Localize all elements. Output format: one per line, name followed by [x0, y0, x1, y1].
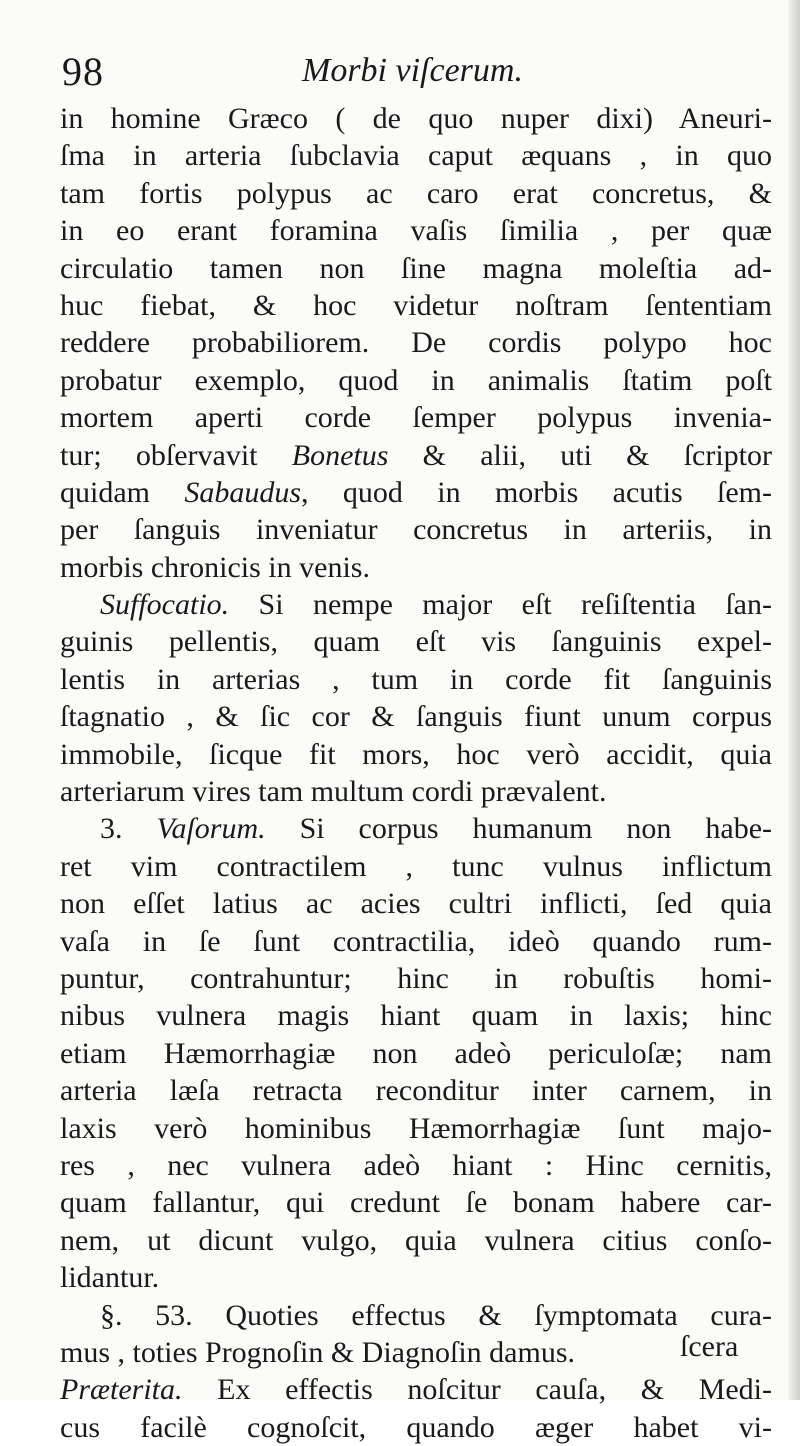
text-line — [60, 137, 772, 174]
text-run: in eo erant foramina vaſis ſimilia , per quæ — [60, 214, 772, 248]
italic-term: Sabaudus — [184, 475, 302, 509]
text-run: tam fortis polypus ac caro erat concretus, & — [60, 176, 772, 210]
text-line — [60, 549, 772, 586]
text-run: reddere probabiliorem. De cordis polypo hoc — [60, 326, 772, 360]
text-run: mortem aperti corde ſemper polypus invenia- — [60, 401, 772, 435]
text-line — [60, 773, 772, 810]
text-run: 3. — [100, 812, 157, 846]
text-line — [60, 923, 772, 960]
text-line — [60, 1371, 772, 1408]
italic-term: Præterita. — [60, 1373, 183, 1407]
text-line — [60, 287, 772, 324]
text-run: ſma in arteria ſubclavia caput æquans , in quo — [60, 139, 772, 173]
text-run: arteriarum vires tam multum cordi prævalent. — [60, 775, 607, 809]
text-run: puntur, contrahuntur; hinc in robuſtis homi- — [60, 961, 772, 995]
text-line — [60, 997, 772, 1034]
text-line — [60, 736, 772, 773]
text-line — [60, 324, 772, 361]
text-run: etiam Hæmorrhagiæ non adeò periculoſæ; nam — [60, 1036, 772, 1070]
text-run: res , nec vulnera adeò hiant : Hinc cernitis, — [60, 1148, 772, 1182]
text-line — [60, 1184, 772, 1221]
text-line — [60, 698, 772, 735]
text-run: nibus vulnera magis hiant quam in laxis; hinc — [60, 999, 772, 1033]
text-run: & alii, uti & ſcriptor — [388, 438, 772, 472]
text-run: huc fiebat, & hoc videtur noſtram ſententiam — [60, 288, 772, 322]
text-line — [60, 586, 772, 623]
text-run: guinis pellentis, quam eſt vis ſanguinis expel- — [60, 625, 772, 659]
text-run: per ſanguis inveniatur concretus in arteriis, in — [60, 513, 772, 547]
text-line — [60, 848, 772, 885]
page-edge-shadow — [788, 0, 800, 1400]
text-line — [60, 474, 772, 511]
text-line — [60, 100, 772, 137]
text-run: mus , toties Prognoſin & Diagnoſin damus. — [60, 1335, 575, 1369]
text-line — [60, 212, 772, 249]
text-run: Si nempe major eſt reſiſtentia ſan- — [229, 588, 772, 622]
text-run: quam fallantur, qui credunt ſe bonam habere car- — [60, 1186, 772, 1220]
text-line — [60, 810, 772, 847]
text-line — [60, 1409, 772, 1446]
text-line — [60, 1147, 772, 1184]
text-run: arteria læſa retracta reconditur inter carnem, in — [60, 1074, 772, 1108]
text-run: vaſa in ſe ſunt contractilia, ideò quando rum- — [60, 924, 772, 958]
text-line — [60, 1259, 772, 1296]
text-line — [60, 362, 772, 399]
text-run: cus facilè cognoſcit, quando æger habet vi- — [60, 1410, 772, 1444]
text-run: in homine Græco ( de quo nuper dixi) Aneuri- — [60, 102, 772, 135]
text-line — [60, 437, 772, 474]
page-header — [62, 48, 762, 108]
text-line — [60, 250, 772, 287]
italic-term: Vaſorum. — [156, 812, 266, 846]
text-run: Si corpus humanum non habe- — [265, 812, 772, 846]
text-line — [60, 885, 772, 922]
catchword: ſcera — [680, 1330, 739, 1363]
text-line — [60, 661, 772, 698]
page-number: 98 — [62, 49, 104, 94]
text-line — [60, 1072, 772, 1109]
text-run: lentis in arterias , tum in corde fit ſanguinis — [60, 662, 772, 696]
text-run: ret vim contractilem , tunc vulnus inflictum — [60, 849, 772, 883]
text-run: quidam — [60, 475, 185, 509]
text-run: , quod in morbis acutis ſem- — [301, 475, 772, 509]
text-run: lidantur. — [60, 1261, 160, 1295]
text-run: probatur exemplo, quod in animalis ſtatim poſt — [60, 363, 772, 397]
text-line — [60, 1334, 772, 1371]
text-run: immobile, ſicque fit mors, hoc verò accidit, quia — [60, 737, 772, 771]
body-text — [60, 100, 772, 1446]
text-run: Ex effectis noſcitur cauſa, & Medi- — [182, 1373, 772, 1407]
text-line — [60, 399, 772, 436]
text-run: tur; obſervavit — [60, 438, 292, 472]
text-run: morbis chronicis in venis. — [60, 550, 370, 584]
text-line — [60, 960, 772, 997]
text-run: laxis verò hominibus Hæmorrhagiæ ſunt majo- — [60, 1111, 772, 1145]
text-line — [60, 1222, 772, 1259]
text-run: ſtagnatio , & ſic cor & ſanguis fiunt unum corpus — [60, 700, 772, 734]
text-line — [60, 175, 772, 212]
running-title: Morbi viſcerum. — [302, 52, 523, 89]
text-line — [60, 511, 772, 548]
italic-term: Bonetus — [291, 438, 389, 472]
text-run: non eſſet latius ac acies cultri inflicti, ſed quia — [60, 887, 772, 921]
text-line — [60, 1035, 772, 1072]
text-line — [60, 1297, 772, 1334]
text-run: §. 53. Quoties effectus & ſymptomata cura- — [100, 1298, 772, 1332]
text-line — [60, 623, 772, 660]
text-line — [60, 1110, 772, 1147]
italic-term: Suffocatio. — [100, 588, 230, 622]
text-run: circulatio tamen non ſine magna moleſtia ad- — [60, 251, 772, 285]
text-run: nem, ut dicunt vulgo, quia vulnera citius conſo- — [60, 1223, 772, 1257]
